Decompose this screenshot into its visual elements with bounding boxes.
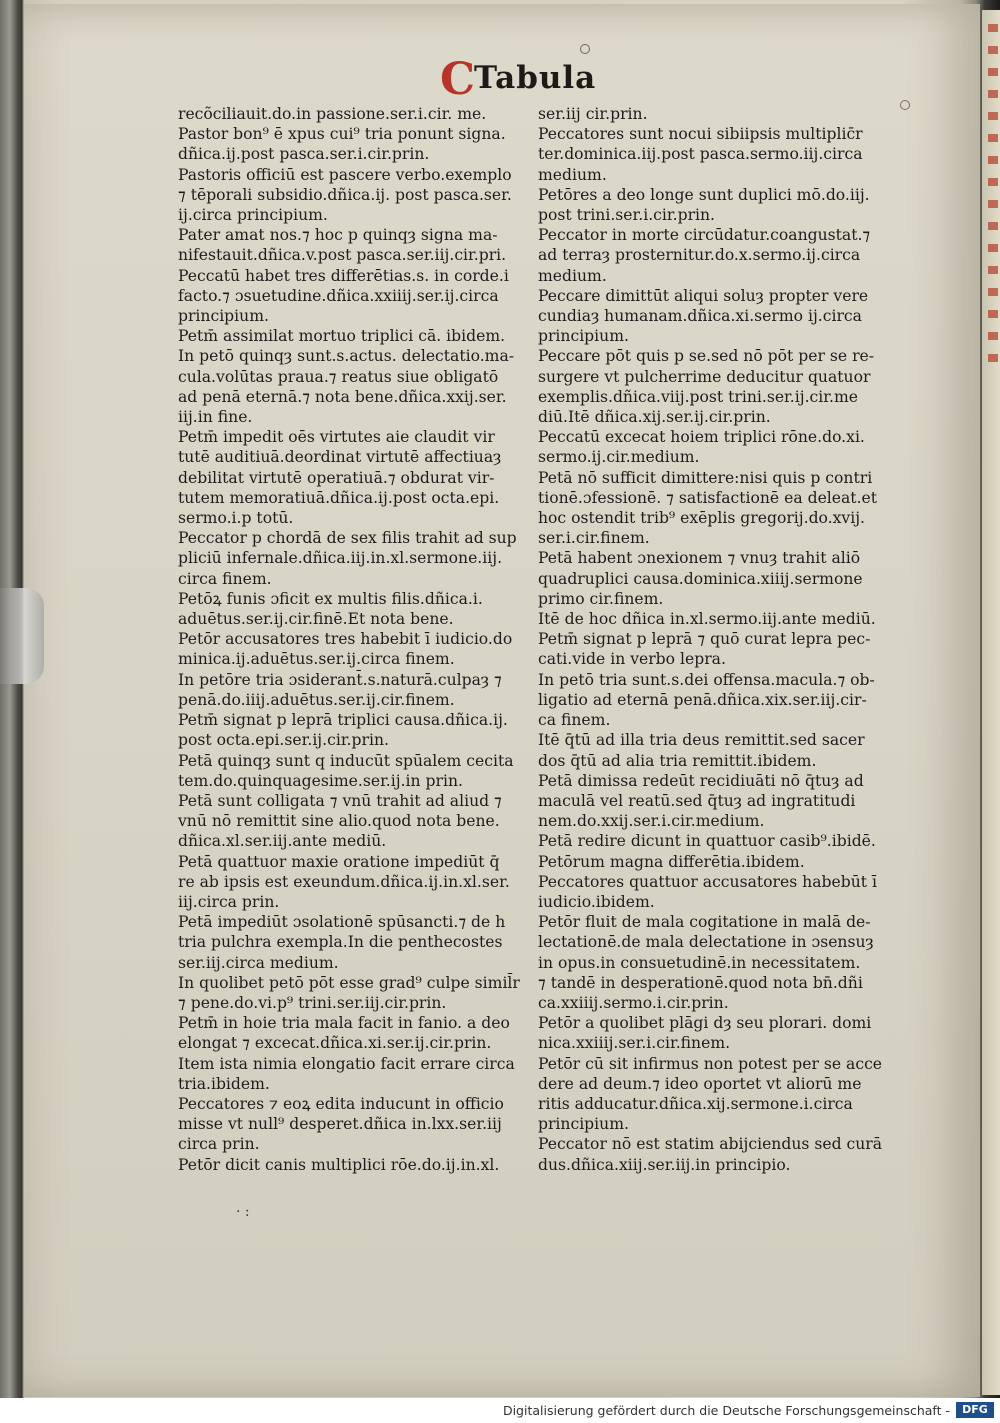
text-line: Petm̄ signat p leprā ⁊ quō curat lepra pec- xyxy=(538,630,871,649)
text-line: debilitat virtutē operatiuā.⁊ obdurat vir- xyxy=(178,468,495,487)
dfg-logo: DFG xyxy=(956,1402,994,1418)
text-line: Peccatū excecat hoiem triplici rōne.do.xi. xyxy=(538,428,865,447)
text-line: minica.ij.aduētus.ser.ij.circa finem. xyxy=(178,650,455,669)
text-line: tria pulchra exempla.In die penthecostes xyxy=(178,933,503,952)
text-line: medium. xyxy=(538,165,607,184)
text-line: Peccator nō est statim abijciendus sed curā xyxy=(538,1135,883,1154)
text-line: ⁊ pene.do.vi.p⁹ trini.ser.iij.cir.prin. xyxy=(178,993,447,1012)
text-line: recõciliauit.do.in passione.ser.i.cir. me. xyxy=(178,105,487,123)
text-line: tem.do.quinquagesime.ser.ij.in prin. xyxy=(178,771,463,790)
text-line: iij.in fine. xyxy=(178,408,253,427)
page-header xyxy=(440,54,620,105)
text-line: circa finem. xyxy=(178,569,272,588)
text-line: ad terraȝ prosternitur.do.x.sermo.ij.circa xyxy=(538,246,861,265)
text-line: Itē q̄tū ad illa tria deus remittit.sed sacer xyxy=(538,731,865,750)
text-line: ser.iij.circa medium. xyxy=(178,953,339,972)
text-line: tutem memoratiuā.dñica.ij.post octa.epi. xyxy=(178,488,500,507)
text-line: principium. xyxy=(538,327,629,346)
text-line: ter.dominica.iij.post pasca.sermo.iij.circa xyxy=(538,145,863,164)
text-line: ⁊ tandē in desperationē.quod nota bn̄.dñi xyxy=(538,973,863,992)
text-line: Petā sunt colligata ⁊ vnū trahit ad aliud ⁊ xyxy=(178,791,502,810)
text-line: Itē de hoc dñica in.xl.sermo.iij.ante mediū. xyxy=(538,610,876,629)
rubricated-initial: C xyxy=(440,54,476,105)
text-line: Petōr a quolibet plāgi dȝ seu plorari. domi xyxy=(538,1014,872,1033)
footer-bar xyxy=(0,1398,1000,1423)
page-title: Tabula xyxy=(474,60,597,96)
text-line: quadruplici causa.dominica.xiiij.sermone xyxy=(538,569,863,588)
text-line: Petm̄ in hoie tria mala facit in fanio. a deo xyxy=(178,1014,510,1033)
text-line: ca finem. xyxy=(538,711,611,730)
text-line: cula.volūtas praua.⁊ reatus siue obligatō xyxy=(178,367,499,386)
text-line: ligatio ad eternā penā.dñica.xix.ser.iij.cir- xyxy=(538,690,867,709)
text-line: post octa.epi.ser.ij.cir.prin. xyxy=(178,731,389,750)
stray-mark: · : xyxy=(236,1204,250,1220)
text-line: Petā nō sufficit dimittere:nisi quis p contri xyxy=(538,468,873,487)
text-line: tria.ibidem. xyxy=(178,1074,270,1093)
text-line: Petā redire dicunt in quattuor casib⁹.ibidē. xyxy=(538,832,876,851)
text-line: Pastor bon⁹ ē xpus cui⁹ tria ponunt signa. xyxy=(178,125,506,144)
text-line: ij.circa principium. xyxy=(178,206,328,225)
text-line: in opus.in consuetudinē.in necessitatem. xyxy=(538,953,861,972)
footer-credit: Digitalisierung gefördert durch die Deutsche Forschungsgemeinschaft - xyxy=(502,1403,950,1418)
text-line: hoc ostendit trib⁹ exēplis gregorij.do.xvij. xyxy=(538,509,866,528)
text-line: iudicio.ibidem. xyxy=(538,892,655,911)
text-line: In petō quinqȝ sunt.s.actus. delectatio.ma- xyxy=(178,347,515,366)
page-clip xyxy=(0,588,44,684)
text-line: primo cir.finem. xyxy=(538,589,664,608)
text-line: post trini.ser.i.cir.prin. xyxy=(538,206,716,225)
text-line: ⁊ tēporali subsidio.dñica.ij. post pasca.ser. xyxy=(178,185,512,204)
text-line: Petm̄ assimilat mortuo triplici cā. ibidem. xyxy=(178,327,506,346)
text-line: Peccare dimittūt aliqui soluȝ propter vere xyxy=(538,286,869,305)
text-line: Peccatores sunt nocui sibiipsis multiplic̄r xyxy=(538,125,863,144)
text-line: Petōr fluit de mala cogitatione in malā de- xyxy=(538,913,871,932)
text-line: Petōꝝ funis ɔficit ex multis filis.dñica.i. xyxy=(178,589,483,608)
text-line: Petā quinqȝ sunt q inducūt spūalem cecita xyxy=(178,751,514,770)
text-line: ser.iij cir.prin. xyxy=(538,105,648,123)
text-line: Petōr accusatores tres habebit ī iudicio.do xyxy=(178,630,513,649)
text-line: pliciū infernale.dñica.iij.in.xl.sermone.iij. xyxy=(178,549,503,568)
text-line: dus.dñica.xiij.ser.iij.in principio. xyxy=(538,1155,791,1174)
text-line: In petōre tria ɔsiderant̄.s.naturā.culpaȝ ⁊ xyxy=(178,670,502,689)
text-line: Peccatū habet tres differētias.s. in corde.i xyxy=(178,266,509,285)
text-line: Petōr cū sit infirmus non potest per se acce xyxy=(538,1054,883,1073)
text-line: dñica.ij.post pasca.ser.i.cir.prin. xyxy=(178,145,430,164)
right-column xyxy=(538,104,890,1175)
text-line: vnū nō remittit sine alio.quod nota bene. xyxy=(178,812,500,831)
text-line: dñica.xl.ser.iij.ante mediū. xyxy=(178,832,387,851)
text-line: In petō tria sunt.s.dei offensa.macula.⁊ ob- xyxy=(538,670,875,689)
text-line: re ab ipsis est exeundum.dñica.ij.in.xl.ser. xyxy=(178,872,510,891)
text-line: Petā habent ɔnexionem ⁊ vnuȝ trahit aliō xyxy=(538,549,861,568)
text-line: tutē auditiuā.deordinat virtutē affectiuaȝ xyxy=(178,448,502,467)
text-line: Peccator in morte circūdatur.coangustat.⁊ xyxy=(538,226,871,245)
text-line: diū.Itē dñica.xij.ser.ij.cir.prin. xyxy=(538,408,771,427)
text-line: Petm̄ signat p leprā triplici causa.dñica.ij. xyxy=(178,711,508,730)
text-line: Peccator p chordā de sex filis trahit ad sup xyxy=(178,529,517,548)
text-line: tionē.ɔfessionē. ⁊ satisfactionē ea deleat.et xyxy=(538,488,878,507)
text-line: aduētus.ser.ij.cir.finē.Et nota bene. xyxy=(178,610,454,629)
text-line: surgere vt pulcherrime deducitur quatuor xyxy=(538,367,871,386)
text-line: Pastoris officiū est pascere verbo.exemplo xyxy=(178,165,512,184)
text-line: circa prin. xyxy=(178,1135,260,1154)
text-line: Petōres a deo longe sunt duplici mō.do.iij. xyxy=(538,185,870,204)
text-line: sermo.i.p totū. xyxy=(178,509,294,528)
text-line: cati.vide in verbo lepra. xyxy=(538,650,726,669)
left-column xyxy=(178,104,530,1175)
text-line: nifestauit.dñica.v.post pasca.ser.iij.cir.pri. xyxy=(178,246,507,265)
text-line: Petā dimissa redeūt recidiuāti nō q̄tuȝ ad xyxy=(538,771,864,790)
text-line: penā.do.iiij.aduētus.ser.ij.cir.finem. xyxy=(178,690,455,709)
text-line: misse vt null⁹ desperet.dñica in.lxx.ser.iij xyxy=(178,1115,502,1134)
text-line: In quolibet petō pōt esse grad⁹ culpe simil̄r xyxy=(178,973,520,992)
text-line: ca.xxiiij.sermo.i.cir.prin. xyxy=(538,993,729,1012)
text-line: exemplis.dñica.viij.post trini.ser.ij.cir.me xyxy=(538,387,858,406)
text-line: dere ad deum.⁊ ideo oportet vt aliorū me xyxy=(538,1074,862,1093)
text-line: Peccare pōt quis p se.sed nō pōt per se re- xyxy=(538,347,875,366)
next-page-edge xyxy=(982,10,1000,1395)
text-line: dos q̄tū ad alia tria remittit.ibidem. xyxy=(538,751,817,770)
text-line: ritis adducatur.dñica.xij.sermone.i.circa xyxy=(538,1094,853,1113)
text-line: maculā vel reatū.sed q̄tuȝ ad ingratitudi xyxy=(538,791,856,810)
text-line: principium. xyxy=(538,1115,629,1134)
text-line: Item ista nimia elongatio facit errare circa xyxy=(178,1054,515,1073)
text-line: principium. xyxy=(178,307,269,326)
text-line: elongat ⁊ excecat.dñica.xi.ser.ij.cir.prin. xyxy=(178,1034,492,1053)
binding-hole-mark xyxy=(580,44,590,54)
text-line: Pater amat nos.⁊ hoc p quinqȝ signa ma- xyxy=(178,226,498,245)
text-line: sermo.ij.cir.medium. xyxy=(538,448,700,467)
text-line: lectationē.de mala delectatione in ɔsensuȝ xyxy=(538,933,874,952)
text-line: ser.i.cir.finem. xyxy=(538,529,650,548)
text-line: Petōr dicit canis multiplici rōe.do.ij.in.xl. xyxy=(178,1155,500,1174)
text-line: ad penā eternā.⁊ nota bene.dñica.xxij.ser. xyxy=(178,387,507,406)
text-line: Petā quattuor maxie oratione impediūt q̄ xyxy=(178,852,500,871)
text-line: medium. xyxy=(538,266,607,285)
text-line: cundiaȝ humanam.dñica.xi.sermo ij.circa xyxy=(538,307,862,326)
text-line: Peccatores quattuor accusatores habebūt ī xyxy=(538,872,877,891)
text-line: facto.⁊ ɔsuetudine.dñica.xxiiij.ser.ij.circa xyxy=(178,286,499,305)
text-line: nica.xxiiij.ser.i.cir.finem. xyxy=(538,1034,731,1053)
text-line: nem.do.xxij.ser.i.cir.medium. xyxy=(538,812,765,831)
text-line: Petm̄ impedit oēs virtutes aie claudit vir xyxy=(178,428,495,447)
text-line: iij.circa prin. xyxy=(178,892,280,911)
paper-mark xyxy=(900,100,910,110)
text-line: Petā impediūt ɔsolationē spūsancti.⁊ de h xyxy=(178,913,506,932)
text-line: Peccatores ⁊ eoꝝ edita inducunt in officio xyxy=(178,1094,504,1113)
text-line: Petōrum magna differētia.ibidem. xyxy=(538,852,805,871)
